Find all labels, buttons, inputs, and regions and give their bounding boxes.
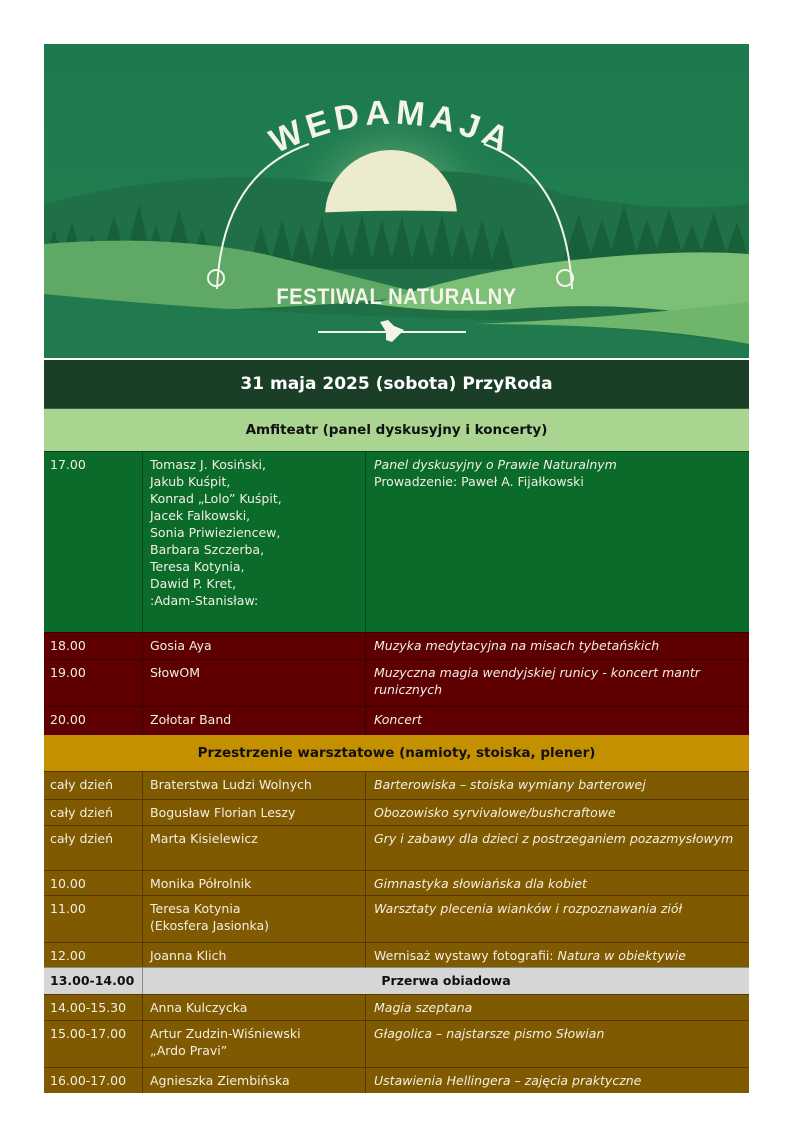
time-cell: 16.00-17.00 bbox=[44, 1068, 143, 1093]
time-cell: 11.00 bbox=[44, 896, 143, 942]
host-alias: „Ardo Pravi” bbox=[150, 1043, 228, 1058]
table-row bbox=[44, 659, 749, 706]
people-cell bbox=[143, 452, 366, 632]
person-name: Jacek Falkowski, bbox=[150, 508, 251, 523]
host-cell: Bogusław Florian Leszy bbox=[143, 800, 366, 825]
event-host: Prowadzenie: Paweł A. Fijałkowski bbox=[374, 474, 584, 489]
event-cell: Obozowisko syrvivalowe/bushcraftowe bbox=[374, 805, 616, 820]
performer-cell: Zołotar Band bbox=[143, 707, 366, 735]
time-cell: 12.00 bbox=[44, 943, 143, 967]
performer-cell: Gosia Aya bbox=[143, 633, 366, 659]
time-cell: 13.00-14.00 bbox=[44, 968, 143, 994]
event-prefix: Wernisaż wystawy fotografii: bbox=[374, 948, 558, 963]
time-cell: cały dzień bbox=[44, 826, 143, 870]
event-cell: Muzyka medytacyjna na misach tybetańskich bbox=[374, 638, 660, 653]
person-name: Barbara Szczerba, bbox=[150, 542, 265, 557]
table-row bbox=[44, 825, 749, 870]
table-row bbox=[44, 1067, 749, 1093]
table-row bbox=[44, 632, 749, 659]
time-cell: 15.00-17.00 bbox=[44, 1021, 143, 1067]
break-label: Przerwa obiadowa bbox=[381, 973, 511, 988]
festival-banner bbox=[44, 44, 749, 358]
table-row-break bbox=[44, 967, 749, 994]
time-cell: cały dzień bbox=[44, 772, 143, 799]
time-cell: 20.00 bbox=[44, 707, 143, 735]
event-cell bbox=[366, 452, 749, 632]
table-row bbox=[44, 895, 749, 942]
table-row bbox=[44, 1020, 749, 1067]
time-cell: cały dzień bbox=[44, 800, 143, 825]
event-cell: Magia szeptana bbox=[374, 1000, 473, 1015]
section-header-warsztaty: Przestrzenie warsztatowe (namioty, stoiska, plener) bbox=[44, 735, 749, 771]
time-cell: 10.00 bbox=[44, 871, 143, 895]
time-cell: 19.00 bbox=[44, 660, 143, 706]
person-name: Teresa Kotynia, bbox=[150, 559, 245, 574]
person-name: :Adam-Stanisław: bbox=[150, 593, 259, 608]
table-row-panel bbox=[44, 451, 749, 632]
person-name: Dawid P. Kret, bbox=[150, 576, 237, 591]
event-cell: Głagolica – najstarsze pismo Słowian bbox=[374, 1026, 605, 1041]
event-cell: Muzyczna magia wendyjskiej runicy - koncert mantr runicznych bbox=[374, 665, 700, 697]
performer-cell: SłowOM bbox=[143, 660, 366, 706]
time-cell: 17.00 bbox=[44, 452, 143, 632]
table-row bbox=[44, 942, 749, 967]
section-header-amfiteatr: Amfiteatr (panel dyskusyjny i koncerty) bbox=[44, 409, 749, 451]
person-name: Sonia Priwieziencew, bbox=[150, 525, 281, 540]
landscape-illustration bbox=[44, 44, 749, 358]
host-cell: Braterstwa Ludzi Wolnych bbox=[143, 772, 366, 799]
festival-subtitle: FESTIWAL NATURALNY bbox=[276, 284, 517, 309]
event-cell: Koncert bbox=[374, 712, 422, 727]
host-cell: Anna Kulczycka bbox=[143, 995, 366, 1020]
event-title: Panel dyskusyjny o Prawie Naturalnym bbox=[374, 457, 617, 472]
table-row bbox=[44, 994, 749, 1020]
host-affiliation: (Ekosfera Jasionka) bbox=[150, 918, 270, 933]
person-name: Jakub Kuśpit, bbox=[150, 474, 231, 489]
event-cell: Warsztaty plecenia wianków i rozpoznawania ziół bbox=[374, 901, 683, 916]
host-cell: Agnieszka Ziembińska bbox=[143, 1068, 366, 1093]
event-cell: Ustawienia Hellingera – zajęcia praktyczne bbox=[374, 1073, 642, 1088]
host-cell: Marta Kisielewicz bbox=[143, 826, 366, 870]
time-cell: 18.00 bbox=[44, 633, 143, 659]
host-name: Artur Zudzin-Wiśniewski bbox=[150, 1026, 301, 1041]
event-cell bbox=[366, 943, 749, 967]
person-name: Konrad „Lolo” Kuśpit, bbox=[150, 491, 282, 506]
table-row bbox=[44, 771, 749, 799]
event-title: Natura w obiektywie bbox=[557, 948, 686, 963]
host-cell bbox=[143, 896, 366, 942]
event-cell: Gimnastyka słowiańska dla kobiet bbox=[374, 876, 587, 891]
table-row bbox=[44, 706, 749, 735]
person-name: Tomasz J. Kosiński, bbox=[150, 457, 267, 472]
event-cell: Gry i zabawy dla dzieci z postrzeganiem pozazmysłowym bbox=[374, 831, 734, 846]
host-cell bbox=[143, 1021, 366, 1067]
host-cell: Joanna Klich bbox=[143, 943, 366, 967]
host-cell: Monika Półrolnik bbox=[143, 871, 366, 895]
festival-title: WEDAMAJA bbox=[263, 93, 520, 162]
table-row bbox=[44, 799, 749, 825]
table-row bbox=[44, 870, 749, 895]
time-cell: 14.00-15.30 bbox=[44, 995, 143, 1020]
host-name: Teresa Kotynia bbox=[150, 901, 241, 916]
event-cell: Barterowiska – stoiska wymiany barterowej bbox=[374, 777, 646, 792]
festival-program bbox=[44, 44, 749, 1093]
date-header: 31 maja 2025 (sobota) PrzyRoda bbox=[44, 360, 749, 409]
